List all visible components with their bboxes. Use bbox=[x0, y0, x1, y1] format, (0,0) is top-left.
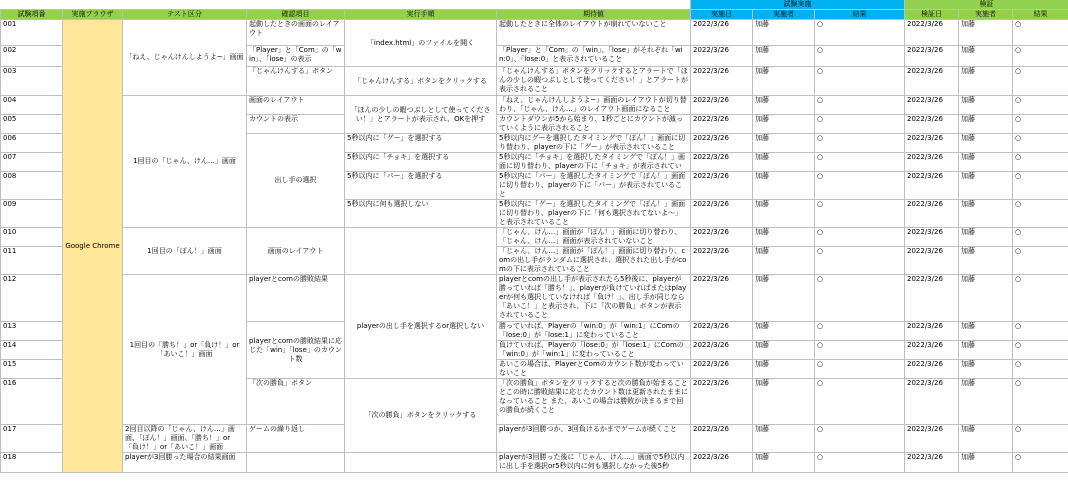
cell-category[interactable]: 2回目以降の「じゃん、けん…」画面、「ぽん！」画面、「勝ち！」or「負け！」or「あいこ！」画面 bbox=[123, 425, 247, 453]
cell-expected[interactable]: 5秒以内にグーを選択したタイミングで「ぽん！」画面に切り替わり、playerの下に「グー」が表示されていること bbox=[497, 134, 691, 153]
cell-vresult[interactable]: ○ bbox=[1013, 172, 1068, 200]
header-procedure: 実行手順 bbox=[345, 10, 497, 20]
cell-vdate[interactable]: 2022/3/26 bbox=[905, 67, 959, 96]
cell-expected[interactable]: 5秒以内に「パー」を選択したタイミングで「ぽん！」画面に切り替わり、playerの下に「パー」が表示されていること bbox=[497, 172, 691, 200]
cell-result[interactable]: ○ bbox=[815, 453, 905, 473]
cell-vresult[interactable]: ○ bbox=[1013, 425, 1068, 453]
cell-result[interactable]: ○ bbox=[815, 379, 905, 425]
group-exec: 試験実施 bbox=[691, 0, 905, 10]
cell-result[interactable]: ○ bbox=[815, 96, 905, 115]
cell-vperson[interactable]: 加藤 bbox=[959, 228, 1013, 247]
cell-expected[interactable]: 5秒以内に「グー」を選択したタイミングで「ぽん！」画面に切り替わり、playerの下に「何も選択されてないよ～」と表示されていること bbox=[497, 200, 691, 228]
cell-expected[interactable]: 負けていれば、Playerの「lose:0」が「lose:1」にComの「win:0」が「win:1」に変わっていること bbox=[497, 341, 691, 360]
cell-date[interactable]: 2022/3/26 bbox=[691, 247, 753, 275]
cell-vdate[interactable]: 2022/3/26 bbox=[905, 425, 959, 453]
cell-vresult[interactable]: ○ bbox=[1013, 67, 1068, 96]
cell-no[interactable]: 007 bbox=[1, 153, 63, 172]
cell-expected[interactable]: 「じゃんけんする」ボタンをクリックするとアラートで「ほんの少しの暇つぶしとして使ってください！」とアラートが表示されること bbox=[497, 67, 691, 96]
cell-no[interactable]: 016 bbox=[1, 379, 63, 425]
cell-date[interactable]: 2022/3/26 bbox=[691, 200, 753, 228]
cell-vperson[interactable]: 加藤 bbox=[959, 453, 1013, 473]
cell-result[interactable]: ○ bbox=[815, 172, 905, 200]
cell-vdate[interactable]: 2022/3/26 bbox=[905, 228, 959, 247]
cell-procedure[interactable]: 「index.html」のファイルを開く bbox=[345, 20, 497, 67]
cell-result[interactable]: ○ bbox=[815, 20, 905, 46]
cell-item[interactable]: 「Player」と「Com」の「win」、「lose」の表示 bbox=[247, 46, 345, 67]
header-exec-result: 結果 bbox=[815, 10, 905, 20]
cell-vperson[interactable]: 加藤 bbox=[959, 341, 1013, 360]
cell-expected[interactable]: カウントダウンが5から始まり、1秒ごとにカウントが減っていくように表示されること bbox=[497, 115, 691, 134]
cell-person[interactable]: 加藤 bbox=[753, 153, 815, 172]
cell-expected[interactable]: 5秒以内に「チョキ」を選択したタイミングで「ぽん！」画面に切り替わり、playerの下に「チョキ」が表示されてい bbox=[497, 153, 691, 172]
table-row[interactable] bbox=[1, 275, 1068, 322]
cell-person[interactable]: 加藤 bbox=[753, 275, 815, 322]
cell-vdate[interactable]: 2022/3/26 bbox=[905, 453, 959, 473]
cell-browser[interactable]: Google Chrome bbox=[63, 20, 123, 473]
cell-result[interactable]: ○ bbox=[815, 275, 905, 322]
cell-no[interactable]: 017 bbox=[1, 425, 63, 453]
table-row[interactable] bbox=[1, 228, 1068, 247]
cell-date[interactable]: 2022/3/26 bbox=[691, 46, 753, 67]
cell-person[interactable]: 加藤 bbox=[753, 228, 815, 247]
cell-no[interactable]: 014 bbox=[1, 341, 63, 360]
cell-person[interactable]: 加藤 bbox=[753, 134, 815, 153]
cell-vperson[interactable]: 加藤 bbox=[959, 115, 1013, 134]
cell-no[interactable]: 004 bbox=[1, 96, 63, 115]
cell-procedure[interactable]: 5秒以内に「パー」を選択する bbox=[345, 172, 497, 200]
table-row[interactable] bbox=[1, 425, 1068, 453]
header-exec-person: 実施者 bbox=[753, 10, 815, 20]
cell-date[interactable]: 2022/3/26 bbox=[691, 134, 753, 153]
cell-no[interactable]: 010 bbox=[1, 228, 63, 247]
header-row bbox=[1, 10, 1068, 20]
cell-person[interactable]: 加藤 bbox=[753, 341, 815, 360]
cell-item[interactable]: playerとcomの勝敗結果に応じた「win」「lose」のカウント数 bbox=[247, 322, 345, 379]
cell-date[interactable]: 2022/3/26 bbox=[691, 96, 753, 115]
cell-date[interactable]: 2022/3/26 bbox=[691, 153, 753, 172]
cell-expected[interactable]: playerが3回勝つか、3回負けるかまでゲームが続くこと bbox=[497, 425, 691, 453]
header-ver-date: 検証日 bbox=[905, 10, 959, 20]
cell-no[interactable]: 001 bbox=[1, 20, 63, 46]
cell-expected[interactable]: 「じゃん、けん…」画面が「ぽん！」画面に切り替わり、「じゃん、けん…」画面が表示されていないこと bbox=[497, 228, 691, 247]
cell-person[interactable]: 加藤 bbox=[753, 46, 815, 67]
cell-procedure[interactable]: playerの出し手を選択するor選択しない bbox=[345, 275, 497, 379]
cell-result[interactable]: ○ bbox=[815, 360, 905, 379]
cell-expected[interactable]: 「ねえ、じゃんけんしようよ~」画面のレイアウトが切り替わり、「じゃん、けん…」のレイアウト画面になること bbox=[497, 96, 691, 115]
cell-vresult[interactable]: ○ bbox=[1013, 153, 1068, 172]
cell-person[interactable]: 加藤 bbox=[753, 20, 815, 46]
cell-item[interactable]: 画面のレイアウト bbox=[247, 228, 345, 275]
cell-vdate[interactable]: 2022/3/26 bbox=[905, 134, 959, 153]
cell-vdate[interactable]: 2022/3/26 bbox=[905, 46, 959, 67]
cell-vresult[interactable]: ○ bbox=[1013, 134, 1068, 153]
cell-result[interactable]: ○ bbox=[815, 67, 905, 96]
header-exec-date: 実施日 bbox=[691, 10, 753, 20]
cell-vresult[interactable]: ○ bbox=[1013, 322, 1068, 341]
cell-date[interactable]: 2022/3/26 bbox=[691, 115, 753, 134]
cell-date[interactable]: 2022/3/26 bbox=[691, 379, 753, 425]
cell-result[interactable]: ○ bbox=[815, 200, 905, 228]
table-row[interactable] bbox=[1, 96, 1068, 115]
table-row[interactable] bbox=[1, 20, 1068, 46]
cell-person[interactable]: 加藤 bbox=[753, 115, 815, 134]
cell-category[interactable]: 「ねえ、じゃんけんしようよ~」画面 bbox=[123, 20, 247, 96]
cell-item[interactable]: 出し手の選択 bbox=[247, 134, 345, 228]
cell-no[interactable]: 006 bbox=[1, 134, 63, 153]
cell-vperson[interactable]: 加藤 bbox=[959, 379, 1013, 425]
cell-category[interactable]: 1回目の「勝ち！」or「負け！」or「あいこ！」画面 bbox=[123, 275, 247, 425]
cell-person[interactable]: 加藤 bbox=[753, 67, 815, 96]
cell-no[interactable]: 018 bbox=[1, 453, 63, 473]
cell-vdate[interactable]: 2022/3/26 bbox=[905, 153, 959, 172]
cell-person[interactable]: 加藤 bbox=[753, 425, 815, 453]
cell-date[interactable]: 2022/3/26 bbox=[691, 20, 753, 46]
cell-item[interactable]: 起動したときの画面のレイアウト bbox=[247, 20, 345, 46]
cell-vdate[interactable]: 2022/3/26 bbox=[905, 96, 959, 115]
cell-result[interactable]: ○ bbox=[815, 134, 905, 153]
cell-vresult[interactable]: ○ bbox=[1013, 96, 1068, 115]
cell-item[interactable]: playerとcomの勝敗結果 bbox=[247, 275, 345, 322]
cell-result[interactable]: ○ bbox=[815, 153, 905, 172]
cell-category[interactable]: playerが3回勝った場合の結果画面 bbox=[123, 453, 247, 473]
cell-person[interactable]: 加藤 bbox=[753, 379, 815, 425]
cell-procedure[interactable]: 5秒以内に何も選択しない bbox=[345, 200, 497, 228]
header-ver-person: 実施者 bbox=[959, 10, 1013, 20]
cell-date[interactable]: 2022/3/26 bbox=[691, 425, 753, 453]
cell-item[interactable]: ゲームの繰り返し bbox=[247, 425, 345, 453]
cell-person[interactable]: 加藤 bbox=[753, 96, 815, 115]
cell-expected[interactable]: 勝っていれば、Playerの「win:0」が「win:1」にComの「lose:0」が「lose:1」に変わっていること bbox=[497, 322, 691, 341]
cell-vperson[interactable]: 加藤 bbox=[959, 247, 1013, 275]
cell-item[interactable]: 画面のレイアウト bbox=[247, 96, 345, 115]
cell-expected[interactable]: 「Player」と「Com」の「win」、「lose」がそれぞれ「win:0」、「lose:0」と表示されていること bbox=[497, 46, 691, 67]
cell-person[interactable]: 加藤 bbox=[753, 200, 815, 228]
cell-vdate[interactable]: 2022/3/26 bbox=[905, 322, 959, 341]
cell-vdate[interactable]: 2022/3/26 bbox=[905, 360, 959, 379]
header-category: テスト区分 bbox=[123, 10, 247, 20]
header-item: 確認項目 bbox=[247, 10, 345, 20]
cell-vperson[interactable]: 加藤 bbox=[959, 322, 1013, 341]
cell-no[interactable]: 012 bbox=[1, 275, 63, 322]
cell-vperson[interactable]: 加藤 bbox=[959, 67, 1013, 96]
cell-person[interactable]: 加藤 bbox=[753, 172, 815, 200]
cell-procedure[interactable]: 「次の勝負」ボタンをクリックする bbox=[345, 379, 497, 453]
cell-date[interactable]: 2022/3/26 bbox=[691, 322, 753, 341]
cell-no[interactable]: 005 bbox=[1, 115, 63, 134]
cell-procedure[interactable]: 5秒以内に「グー」を選択する bbox=[345, 134, 497, 153]
cell-item[interactable]: 「じゃんけんする」ボタン bbox=[247, 67, 345, 96]
cell-item[interactable] bbox=[247, 453, 345, 473]
cell-expected[interactable]: 「次の勝負」ボタンをクリックすると次の勝負が始まることとこの時に勝敗結果に応じたカウント数は更新されたままになっていること また、あいこの場合は勝敗が決まるまで回の勝負が続くこと bbox=[497, 379, 691, 425]
cell-expected[interactable]: あいこの場合は、PlayerとComのカウント数が変わっていないこと bbox=[497, 360, 691, 379]
cell-expected[interactable]: playerが3回勝った後に「じゃん、けん…」画面で5秒以内に出し手を選択or5秒以内に何も選択しなかった後5秒 bbox=[497, 453, 691, 473]
cell-procedure[interactable]: 「ほんの少しの暇つぶしとして使ってください！」とアラートが表示され、OKを押す bbox=[345, 96, 497, 134]
cell-vdate[interactable]: 2022/3/26 bbox=[905, 172, 959, 200]
cell-vresult[interactable]: ○ bbox=[1013, 247, 1068, 275]
cell-date[interactable]: 2022/3/26 bbox=[691, 360, 753, 379]
cell-date[interactable]: 2022/3/26 bbox=[691, 453, 753, 473]
cell-vperson[interactable]: 加藤 bbox=[959, 153, 1013, 172]
cell-vresult[interactable]: ○ bbox=[1013, 379, 1068, 425]
cell-vdate[interactable]: 2022/3/26 bbox=[905, 275, 959, 322]
cell-result[interactable]: ○ bbox=[815, 115, 905, 134]
cell-no[interactable]: 011 bbox=[1, 247, 63, 275]
cell-result[interactable]: ○ bbox=[815, 341, 905, 360]
cell-vperson[interactable]: 加藤 bbox=[959, 200, 1013, 228]
cell-no[interactable]: 013 bbox=[1, 322, 63, 341]
cell-person[interactable]: 加藤 bbox=[753, 360, 815, 379]
cell-vperson[interactable]: 加藤 bbox=[959, 172, 1013, 200]
cell-expected[interactable]: 起動したときに全体のレイアウトが崩れていないこと bbox=[497, 20, 691, 46]
cell-result[interactable]: ○ bbox=[815, 425, 905, 453]
cell-category[interactable]: 1回目の「ぽん！」画面 bbox=[123, 228, 247, 275]
cell-date[interactable]: 2022/3/26 bbox=[691, 275, 753, 322]
cell-vresult[interactable]: ○ bbox=[1013, 20, 1068, 46]
cell-procedure[interactable] bbox=[345, 453, 497, 473]
group-verify: 検証 bbox=[905, 0, 1068, 10]
cell-vresult[interactable]: ○ bbox=[1013, 453, 1068, 473]
cell-vdate[interactable]: 2022/3/26 bbox=[905, 200, 959, 228]
cell-vdate[interactable]: 2022/3/26 bbox=[905, 115, 959, 134]
cell-vresult[interactable]: ○ bbox=[1013, 115, 1068, 134]
cell-result[interactable]: ○ bbox=[815, 322, 905, 341]
cell-item[interactable]: 「次の勝負」ボタン bbox=[247, 379, 345, 425]
cell-vresult[interactable]: ○ bbox=[1013, 360, 1068, 379]
cell-vperson[interactable]: 加藤 bbox=[959, 20, 1013, 46]
table-row[interactable] bbox=[1, 453, 1068, 473]
cell-no[interactable]: 002 bbox=[1, 46, 63, 67]
cell-vresult[interactable]: ○ bbox=[1013, 200, 1068, 228]
cell-no[interactable]: 009 bbox=[1, 200, 63, 228]
cell-vdate[interactable]: 2022/3/26 bbox=[905, 379, 959, 425]
cell-date[interactable]: 2022/3/26 bbox=[691, 228, 753, 247]
cell-vdate[interactable]: 2022/3/26 bbox=[905, 247, 959, 275]
cell-vresult[interactable]: ○ bbox=[1013, 341, 1068, 360]
cell-person[interactable]: 加藤 bbox=[753, 453, 815, 473]
cell-procedure[interactable] bbox=[345, 228, 497, 275]
cell-vperson[interactable]: 加藤 bbox=[959, 425, 1013, 453]
cell-person[interactable]: 加藤 bbox=[753, 322, 815, 341]
cell-vperson[interactable]: 加藤 bbox=[959, 46, 1013, 67]
cell-expected[interactable]: 「じゃん、けん…」画面が「ぽん！」画面に切り替わり、comの出し手がランダムに選択され、選択された出し手がcomの下に表示されていること bbox=[497, 247, 691, 275]
cell-result[interactable]: ○ bbox=[815, 228, 905, 247]
cell-result[interactable]: ○ bbox=[815, 46, 905, 67]
cell-date[interactable]: 2022/3/26 bbox=[691, 172, 753, 200]
header-expected: 期待値 bbox=[497, 10, 691, 20]
cell-no[interactable]: 003 bbox=[1, 67, 63, 96]
cell-vperson[interactable]: 加藤 bbox=[959, 134, 1013, 153]
cell-expected[interactable]: playerとcomの出し手が表示されたら5秒後に、playerが勝っていれば「勝ち！」、playerが負けていればまたはplayerが何も選択していなければ「負け！」、出し手が同じなら「あいこ！」と表示され、下に「次の勝負」ボタンが表示されていること bbox=[497, 275, 691, 322]
cell-date[interactable]: 2022/3/26 bbox=[691, 341, 753, 360]
header-browser: 実施ブラウザ bbox=[63, 10, 123, 20]
cell-person[interactable]: 加藤 bbox=[753, 247, 815, 275]
cell-category[interactable]: 1回目の「じゃん、けん…」画面 bbox=[123, 96, 247, 228]
cell-item[interactable]: カウントの表示 bbox=[247, 115, 345, 134]
cell-vperson[interactable]: 加藤 bbox=[959, 360, 1013, 379]
cell-vresult[interactable]: ○ bbox=[1013, 228, 1068, 247]
cell-vresult[interactable]: ○ bbox=[1013, 46, 1068, 67]
cell-procedure[interactable]: 5秒以内に「チョキ」を選択する bbox=[345, 153, 497, 172]
header-no: 試験項番 bbox=[1, 10, 63, 20]
cell-procedure[interactable]: 「じゃんけんする」ボタンをクリックする bbox=[345, 67, 497, 96]
cell-result[interactable]: ○ bbox=[815, 247, 905, 275]
cell-vdate[interactable]: 2022/3/26 bbox=[905, 20, 959, 46]
cell-vperson[interactable]: 加藤 bbox=[959, 96, 1013, 115]
cell-vperson[interactable]: 加藤 bbox=[959, 275, 1013, 322]
cell-vdate[interactable]: 2022/3/26 bbox=[905, 341, 959, 360]
cell-vresult[interactable]: ○ bbox=[1013, 275, 1068, 322]
header-ver-result: 結果 bbox=[1013, 10, 1068, 20]
cell-no[interactable]: 015 bbox=[1, 360, 63, 379]
cell-date[interactable]: 2022/3/26 bbox=[691, 67, 753, 96]
cell-no[interactable]: 008 bbox=[1, 172, 63, 200]
